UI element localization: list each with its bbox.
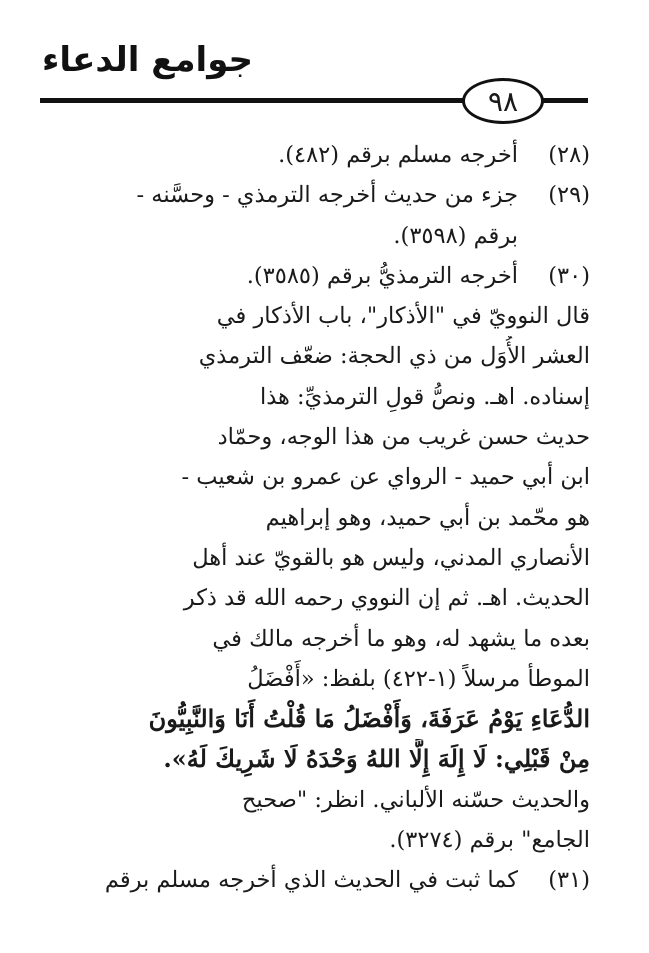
text-line: أخرجه الترمذيُّ برقم (٣٥٨٥). xyxy=(246,262,518,289)
header-rule-right xyxy=(538,98,588,103)
footnote-number: (٣١) xyxy=(548,867,590,894)
text-line: قال النوويّ في "الأذكار"، باب الأذكار في xyxy=(216,303,590,330)
footnotes xyxy=(30,135,590,901)
text-line: إسناده. اهـ. ونصُّ قولِ الترمذيِّ: هذا xyxy=(259,383,590,410)
text-line: الجامع" برقم (٣٢٧٤). xyxy=(389,827,590,854)
footnote-30 xyxy=(30,256,590,860)
footnote-28 xyxy=(30,135,590,175)
text-line: العشر الأُوَل من ذي الحجة: ضعّف الترمذي xyxy=(198,343,590,370)
footnote-number: (٢٨) xyxy=(548,142,590,168)
text-line: والحديث حسّنه الألباني. انظر: "صحيح xyxy=(241,786,590,813)
footnote-text xyxy=(30,175,518,256)
page-number xyxy=(462,78,544,124)
book-title: جوامع الدعاء xyxy=(42,40,254,80)
page-number-text: ٩٨ xyxy=(487,84,519,118)
text-line: الأنصاري المدني، وليس هو بالقويّ عند أهل xyxy=(192,544,590,571)
text-line: الحديث. اهـ. ثم إن النووي رحمه الله قد ذكر xyxy=(183,585,590,612)
footnote-31 xyxy=(30,860,590,900)
hadith-line: الدُّعَاءِ يَوْمُ عَرَفَةَ، وَأَفْضَلُ مَا قُلْتُ أَنَا وَالنَّبِيُّونَ xyxy=(148,704,590,734)
text-line: هو محّمد بن أبي حميد، وهو إبراهيم xyxy=(265,504,590,531)
text-line: بعده ما يشهد له، وهو ما أخرجه مالك في xyxy=(212,625,590,652)
footnote-text xyxy=(30,860,518,900)
text-line: كما ثبت في الحديث الذي أخرجه مسلم برقم xyxy=(104,867,518,894)
hadith-line: مِنْ قَبْلِي: لَا إِلَهَ إِلَّا اللهُ وَحْدَهُ لَا شَرِيكَ لَهُ». xyxy=(163,744,590,774)
page-header xyxy=(0,0,649,120)
footnote-number: (٣٠) xyxy=(548,262,590,289)
footnote-29 xyxy=(30,175,590,256)
footnote-text xyxy=(30,135,518,175)
text-line: أخرجه مسلم برقم (٤٨٢). xyxy=(278,142,518,168)
text-line: ابن أبي حميد - الرواي عن عمرو بن شعيب - xyxy=(181,464,590,491)
text-line: برقم (٣٥٩٨). xyxy=(393,222,518,249)
text-line: الموطأ مرسلاً (١-٤٢٢) بلفظ: «أَفْضَلُ xyxy=(247,665,590,692)
header-rule-left xyxy=(40,98,470,103)
footnote-number: (٢٩) xyxy=(548,182,590,209)
text-line: حديث حسن غريب من هذا الوجه، وحمّاد xyxy=(217,424,590,451)
text-line: جزء من حديث أخرجه الترمذي - وحسَّنه - xyxy=(136,182,518,209)
